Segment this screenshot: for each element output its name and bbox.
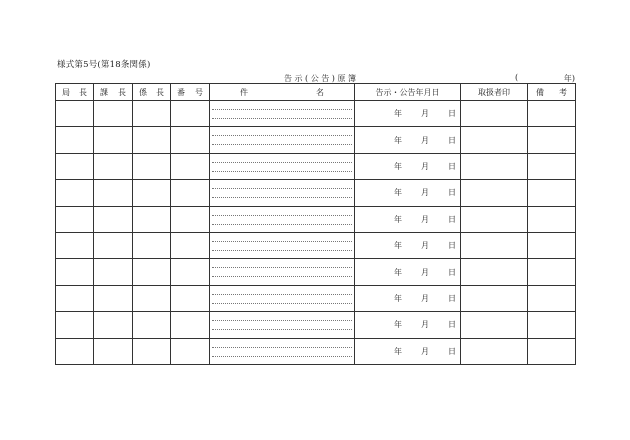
date-unit-month: 月 — [421, 293, 429, 303]
remarks-cell[interactable] — [528, 232, 576, 258]
kakaricho-cell[interactable] — [133, 101, 171, 127]
date-unit-year: 年 — [394, 241, 402, 251]
kacho-cell[interactable] — [94, 259, 133, 285]
date-unit-day: 日 — [448, 267, 456, 277]
bango-cell[interactable] — [171, 101, 210, 127]
date-unit-day: 日 — [448, 188, 456, 198]
col-header-kyokucho: 局 長 — [56, 84, 94, 101]
dotted-guide-line — [212, 329, 352, 330]
date-unit-year: 年 — [394, 214, 402, 224]
date-cell[interactable] — [355, 101, 461, 127]
header-row — [56, 84, 576, 101]
date-unit-month: 月 — [421, 188, 429, 198]
date-unit-day: 日 — [448, 214, 456, 224]
handler-seal-cell[interactable] — [461, 206, 528, 232]
col-header-toriatsukaisha: 取扱者印 — [461, 84, 528, 101]
date-unit-month: 月 — [421, 214, 429, 224]
date-unit-year: 年 — [394, 109, 402, 119]
kakaricho-cell[interactable] — [133, 285, 171, 311]
kyokucho-cell[interactable] — [56, 338, 94, 364]
date-unit-year: 年 — [394, 135, 402, 145]
kacho-cell[interactable] — [94, 101, 133, 127]
date-unit-day: 日 — [448, 135, 456, 145]
remarks-cell[interactable] — [528, 206, 576, 232]
date-cell[interactable] — [355, 127, 461, 153]
date-cell[interactable] — [355, 285, 461, 311]
dotted-guide-line — [212, 171, 352, 172]
handler-seal-cell[interactable] — [461, 101, 528, 127]
date-cell[interactable] — [355, 153, 461, 179]
kyokucho-cell[interactable] — [56, 285, 94, 311]
dotted-guide-line — [212, 250, 352, 251]
table-row — [56, 180, 576, 206]
kyokucho-cell[interactable] — [56, 312, 94, 338]
date-unit-year: 年 — [394, 161, 402, 171]
date-units — [355, 346, 460, 357]
table-row — [56, 206, 576, 232]
dotted-guide-line — [212, 109, 352, 110]
kyokucho-cell[interactable] — [56, 206, 94, 232]
dotted-guide-line — [212, 294, 352, 295]
kacho-cell[interactable] — [94, 127, 133, 153]
handler-seal-cell[interactable] — [461, 259, 528, 285]
date-unit-year: 年 — [394, 267, 402, 277]
table-row — [56, 127, 576, 153]
date-units — [355, 108, 460, 119]
dotted-guide-line — [212, 303, 352, 304]
handler-seal-cell[interactable] — [461, 338, 528, 364]
subject-cell[interactable] — [210, 285, 355, 311]
date-unit-day: 日 — [448, 241, 456, 251]
date-unit-year: 年 — [394, 188, 402, 198]
date-cell[interactable] — [355, 338, 461, 364]
subject-cell[interactable] — [210, 206, 355, 232]
kakaricho-cell[interactable] — [133, 127, 171, 153]
bango-cell[interactable] — [171, 206, 210, 232]
date-cell[interactable] — [355, 312, 461, 338]
date-unit-month: 月 — [421, 267, 429, 277]
col-header-kakaricho: 係 長 — [133, 84, 171, 101]
remarks-cell[interactable] — [528, 312, 576, 338]
date-unit-month: 月 — [421, 320, 429, 330]
kakaricho-cell[interactable] — [133, 338, 171, 364]
remarks-cell[interactable] — [528, 180, 576, 206]
kakaricho-cell[interactable] — [133, 312, 171, 338]
subject-cell[interactable] — [210, 232, 355, 258]
remarks-cell[interactable] — [528, 101, 576, 127]
date-units — [355, 267, 460, 278]
register-table — [55, 83, 576, 365]
year-note-open: ( — [515, 73, 519, 82]
date-unit-day: 日 — [448, 320, 456, 330]
dotted-guide-line — [212, 135, 352, 136]
remarks-cell[interactable] — [528, 127, 576, 153]
table-row — [56, 153, 576, 179]
bango-cell[interactable] — [171, 153, 210, 179]
date-unit-month: 月 — [421, 109, 429, 119]
date-cell[interactable] — [355, 259, 461, 285]
col-header-kacho: 課 長 — [94, 84, 133, 101]
subject-cell[interactable] — [210, 101, 355, 127]
bango-cell[interactable] — [171, 338, 210, 364]
date-units — [355, 135, 460, 146]
col-header-biko: 備 考 — [528, 84, 576, 101]
kyokucho-cell[interactable] — [56, 153, 94, 179]
date-units — [355, 319, 460, 330]
dotted-guide-line — [212, 162, 352, 163]
date-unit-day: 日 — [448, 109, 456, 119]
kakaricho-cell[interactable] — [133, 206, 171, 232]
col-header-kenmei: 件 名 — [210, 84, 355, 101]
date-unit-year: 年 — [394, 293, 402, 303]
subject-cell[interactable] — [210, 153, 355, 179]
date-units — [355, 240, 460, 251]
table-row — [56, 101, 576, 127]
date-unit-year: 年 — [394, 346, 402, 356]
bango-cell[interactable] — [171, 259, 210, 285]
date-unit-day: 日 — [448, 293, 456, 303]
kyokucho-cell[interactable] — [56, 180, 94, 206]
kacho-cell[interactable] — [94, 285, 133, 311]
handler-seal-cell[interactable] — [461, 312, 528, 338]
dotted-guide-line — [212, 118, 352, 119]
remarks-cell[interactable] — [528, 259, 576, 285]
subject-cell[interactable] — [210, 180, 355, 206]
kacho-cell[interactable] — [94, 312, 133, 338]
dotted-guide-line — [212, 320, 352, 321]
kakaricho-cell[interactable] — [133, 232, 171, 258]
dotted-guide-line — [212, 188, 352, 189]
remarks-cell[interactable] — [528, 153, 576, 179]
dotted-guide-line — [212, 267, 352, 268]
handler-seal-cell[interactable] — [461, 127, 528, 153]
date-unit-year: 年 — [394, 320, 402, 330]
handler-seal-cell[interactable] — [461, 232, 528, 258]
handler-seal-cell[interactable] — [461, 285, 528, 311]
kacho-cell[interactable] — [94, 153, 133, 179]
register-title: 告 示 ( 公 告 ) 原 簿 — [283, 74, 357, 83]
kacho-cell[interactable] — [94, 338, 133, 364]
kyokucho-cell[interactable] — [56, 101, 94, 127]
kyokucho-cell[interactable] — [56, 259, 94, 285]
date-unit-month: 月 — [421, 346, 429, 356]
dotted-guide-line — [212, 215, 352, 216]
bango-cell[interactable] — [171, 312, 210, 338]
date-cell[interactable] — [355, 180, 461, 206]
kacho-cell[interactable] — [94, 206, 133, 232]
col-header-kokuji-date: 告示・公告年月日 — [355, 84, 461, 101]
table-row — [56, 285, 576, 311]
bango-cell[interactable] — [171, 180, 210, 206]
dotted-guide-line — [212, 144, 352, 145]
subject-cell[interactable] — [210, 127, 355, 153]
dotted-guide-line — [212, 241, 352, 242]
bango-cell[interactable] — [171, 285, 210, 311]
bango-cell[interactable] — [171, 127, 210, 153]
kakaricho-cell[interactable] — [133, 180, 171, 206]
kakaricho-cell[interactable] — [133, 153, 171, 179]
date-unit-month: 月 — [421, 241, 429, 251]
kyokucho-cell[interactable] — [56, 127, 94, 153]
handler-seal-cell[interactable] — [461, 180, 528, 206]
table-row — [56, 259, 576, 285]
table-row — [56, 338, 576, 364]
date-unit-month: 月 — [421, 161, 429, 171]
kyokucho-cell[interactable] — [56, 232, 94, 258]
kacho-cell[interactable] — [94, 180, 133, 206]
dotted-guide-line — [212, 356, 352, 357]
col-header-bango: 番 号 — [171, 84, 210, 101]
date-units — [355, 214, 460, 225]
dotted-guide-line — [212, 347, 352, 348]
table-row — [56, 232, 576, 258]
date-cell[interactable] — [355, 232, 461, 258]
dotted-guide-line — [212, 224, 352, 225]
date-units — [355, 187, 460, 198]
date-units — [355, 161, 460, 172]
kakaricho-cell[interactable] — [133, 259, 171, 285]
date-unit-day: 日 — [448, 161, 456, 171]
handler-seal-cell[interactable] — [461, 153, 528, 179]
remarks-cell[interactable] — [528, 338, 576, 364]
year-note-label: 年) — [563, 74, 575, 83]
date-unit-month: 月 — [421, 135, 429, 145]
date-cell[interactable] — [355, 206, 461, 232]
bango-cell[interactable] — [171, 232, 210, 258]
date-unit-day: 日 — [448, 346, 456, 356]
date-units — [355, 293, 460, 304]
subject-cell[interactable] — [210, 259, 355, 285]
form-number: 様式第5号(第18条関係) — [57, 60, 151, 70]
kacho-cell[interactable] — [94, 232, 133, 258]
subject-cell[interactable] — [210, 312, 355, 338]
dotted-guide-line — [212, 276, 352, 277]
table-row — [56, 312, 576, 338]
dotted-guide-line — [212, 197, 352, 198]
remarks-cell[interactable] — [528, 285, 576, 311]
subject-cell[interactable] — [210, 338, 355, 364]
